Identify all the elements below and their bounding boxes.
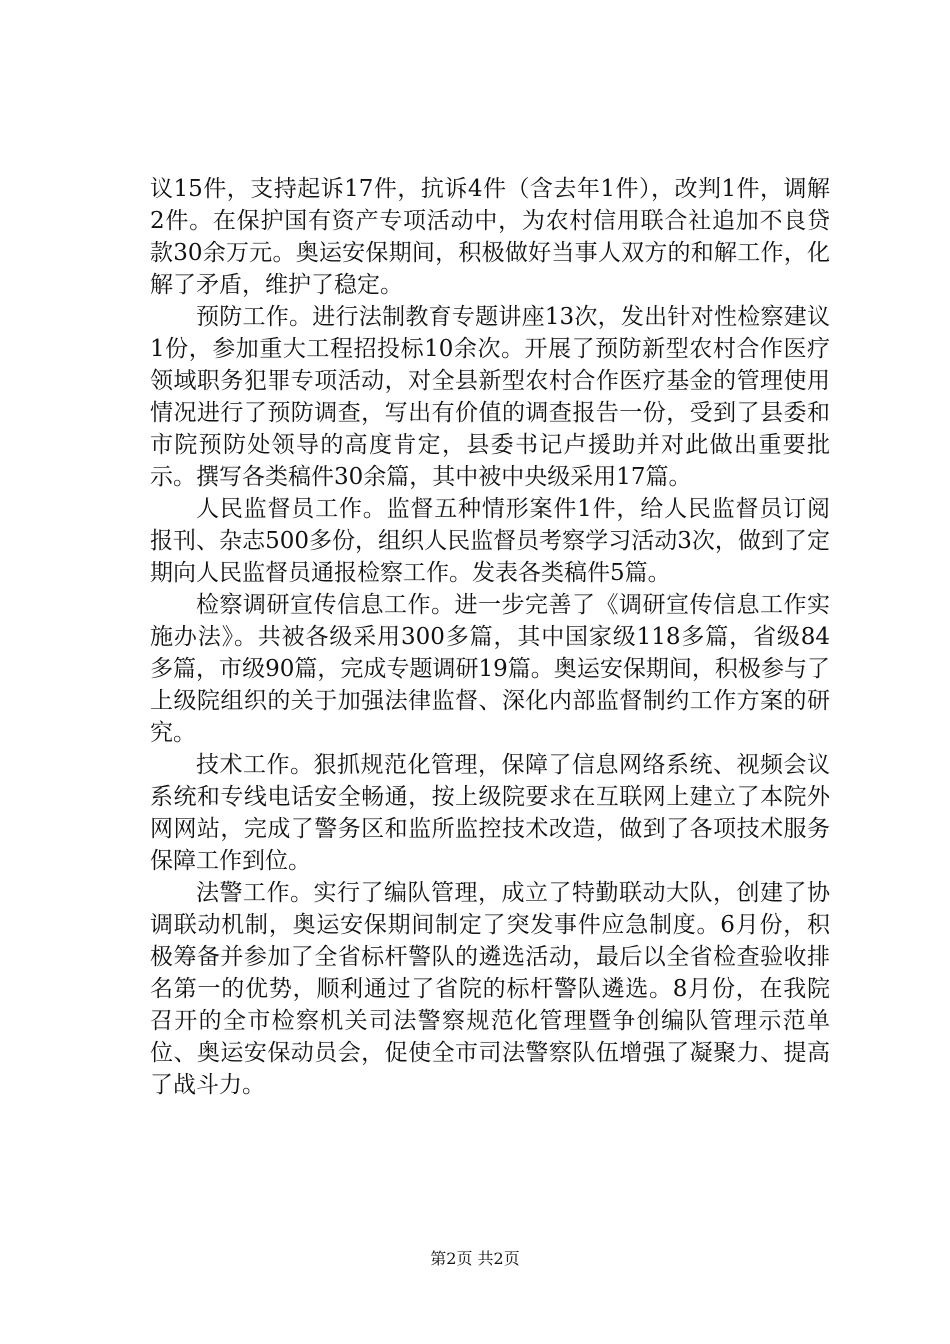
- paragraph-prevention-work: 预防工作。进行法制教育专题讲座13次，发出针对性检察建议1份，参加重大工程招投标10余次。开展了预防新型农村合作医疗领域职务犯罪专项活动，对全县新型农村合作医疗基金的管理使用情况进行了预防调查，写出有价值的调查报告一份，受到了县委和市院预防处领导的高度肯定，县委书记卢援助并对此做出重要批示。撰写各类稿件30余篇，其中被中央级采用17篇。: [150, 304, 830, 490]
- paragraph-continuation: 议15件，支持起诉17件，抗诉4件（含去年1件），改判1件，调解2件。在保护国有资产专项活动中，为农村信用联合社追加不良贷款30余万元。奥运安保期间，积极做好当事人双方的和解工作，化解了矛盾，维护了稳定。: [150, 176, 830, 298]
- paragraph-judicial-police-work: 法警工作。实行了编队管理，成立了特勤联动大队，创建了协调联动机制，奥运安保期间制定了突发事件应急制度。6月份，积极筹备并参加了全省标杆警队的遴选活动，最后以全省检查验收排名第一的优势，顺利通过了省院的标杆警队遴选。8月份，在我院召开的全市检察机关司法警察规范化管理暨争创编队管理示范单位、奥运安保动员会，促使全市司法警察队伍增强了凝聚力、提高了战斗力。: [150, 880, 830, 1098]
- paragraph-research-publicity-work: 检察调研宣传信息工作。进一步完善了《调研宣传信息工作实施办法》。共被各级采用300多篇，其中国家级118多篇，省级84多篇，市级90篇，完成专题调研19篇。奥运安保期间，积极参与了上级院组织的关于加强法律监督、深化内部监督制约工作方案的研究。: [150, 592, 830, 746]
- document-body: [150, 173, 830, 1101]
- paragraph-people-supervisor-work: 人民监督员工作。监督五种情形案件1件，给人民监督员订阅报刊、杂志500多份，组织人民监督员考察学习活动3次，做到了定期向人民监督员通报检察工作。发表各类稿件5篇。: [150, 496, 830, 586]
- page-footer: 第2页 共2页: [430, 1249, 520, 1268]
- paragraph-technical-work: 技术工作。狠抓规范化管理，保障了信息网络系统、视频会议系统和专线电话安全畅通，按上级院要求在互联网上建立了本院外网网站，完成了警务区和监所监控技术改造，做到了各项技术服务保障工作到位。: [150, 752, 830, 874]
